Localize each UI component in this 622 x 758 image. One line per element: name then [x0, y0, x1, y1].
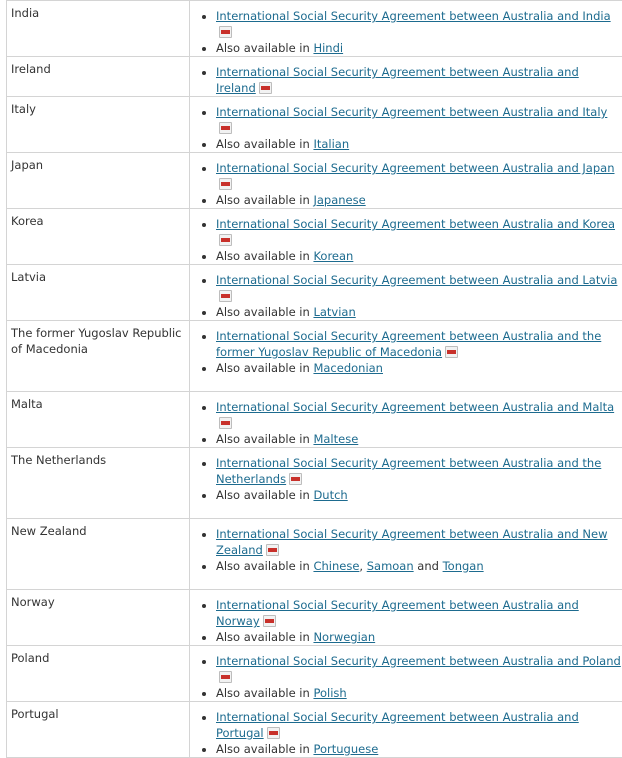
agreement-link[interactable]: International Social Security Agreement between Australia and India — [216, 9, 611, 23]
links-list — [190, 8, 621, 56]
agreement-item — [216, 328, 621, 360]
agreement-link[interactable]: International Social Security Agreement between Australia and Norway — [216, 598, 579, 628]
language-links — [313, 630, 375, 644]
country-name: Portugal — [11, 707, 59, 721]
links-cell — [190, 519, 622, 590]
pdf-file-icon — [219, 671, 232, 683]
also-available-item — [216, 629, 621, 645]
table-row — [7, 57, 622, 97]
language-links — [313, 41, 343, 55]
also-available-item — [216, 40, 621, 56]
links-list — [190, 160, 621, 208]
agreement-link[interactable]: International Social Security Agreement between Australia and Portugal — [216, 710, 579, 740]
language-links — [313, 193, 365, 207]
language-link[interactable]: Tongan — [443, 559, 484, 573]
table-row — [7, 153, 622, 209]
language-link[interactable]: Latvian — [313, 305, 355, 319]
language-links — [313, 249, 353, 263]
language-separator: , — [359, 559, 366, 573]
country-name: Ireland — [11, 62, 51, 76]
country-cell — [7, 1, 190, 57]
links-cell — [190, 590, 622, 646]
also-available-label: Also available in — [216, 488, 310, 502]
language-separator: and — [414, 559, 443, 573]
country-cell — [7, 392, 190, 448]
links-list — [190, 455, 621, 503]
agreement-item — [216, 272, 621, 304]
links-cell — [190, 97, 622, 153]
country-cell — [7, 97, 190, 153]
language-link[interactable]: Polish — [313, 686, 346, 700]
agreement-link[interactable]: International Social Security Agreement between Australia and the former Yugoslav Republic of Macedonia — [216, 329, 601, 359]
country-name: Italy — [11, 102, 36, 116]
links-list — [190, 653, 621, 701]
table-row — [7, 265, 622, 321]
language-links — [313, 742, 378, 756]
table-row — [7, 646, 622, 702]
language-links — [313, 686, 346, 700]
also-available-item — [216, 304, 621, 320]
table-row — [7, 209, 622, 265]
language-links — [313, 361, 383, 375]
also-available-label: Also available in — [216, 686, 310, 700]
also-available-label: Also available in — [216, 137, 310, 151]
language-link[interactable]: Korean — [313, 249, 353, 263]
also-available-item — [216, 741, 621, 757]
also-available-label: Also available in — [216, 193, 310, 207]
agreement-link[interactable]: International Social Security Agreement between Australia and the Netherlands — [216, 456, 601, 486]
agreement-item — [216, 709, 621, 741]
language-link[interactable]: Samoan — [367, 559, 414, 573]
agreement-item — [216, 653, 621, 685]
links-list — [190, 64, 621, 96]
language-links — [313, 488, 347, 502]
pdf-file-icon — [219, 178, 232, 190]
links-cell — [190, 321, 622, 392]
table-row — [7, 448, 622, 519]
pdf-file-icon — [445, 346, 458, 358]
links-cell — [190, 392, 622, 448]
language-link[interactable]: Portuguese — [313, 742, 378, 756]
also-available-item — [216, 431, 621, 447]
also-available-label: Also available in — [216, 249, 310, 263]
language-link[interactable]: Maltese — [313, 432, 358, 446]
country-cell — [7, 646, 190, 702]
also-available-item — [216, 248, 621, 264]
also-available-label: Also available in — [216, 361, 310, 375]
also-available-label: Also available in — [216, 41, 310, 55]
also-available-item — [216, 192, 621, 208]
agreement-link[interactable]: International Social Security Agreement between Australia and Japan — [216, 161, 614, 175]
agreement-link[interactable]: International Social Security Agreement between Australia and Italy — [216, 105, 607, 119]
country-name: New Zealand — [11, 524, 87, 538]
agreement-item — [216, 216, 621, 248]
country-cell — [7, 519, 190, 590]
table-row — [7, 519, 622, 590]
links-cell — [190, 265, 622, 321]
pdf-file-icon — [219, 417, 232, 429]
agreement-item — [216, 526, 621, 558]
agreement-link[interactable]: International Social Security Agreement between Australia and Poland — [216, 654, 621, 668]
country-name: Korea — [11, 214, 44, 228]
agreement-link[interactable]: International Social Security Agreement between Australia and Ireland — [216, 65, 579, 95]
country-cell — [7, 265, 190, 321]
agreement-link[interactable]: International Social Security Agreement between Australia and Korea — [216, 217, 615, 231]
country-cell — [7, 153, 190, 209]
pdf-file-icon — [219, 122, 232, 134]
agreement-item — [216, 8, 621, 40]
also-available-item — [216, 685, 621, 701]
country-name: India — [11, 6, 39, 20]
also-available-label: Also available in — [216, 305, 310, 319]
agreement-item — [216, 455, 621, 487]
agreement-item — [216, 399, 621, 431]
links-cell — [190, 702, 622, 758]
country-name: Poland — [11, 651, 49, 665]
language-link[interactable]: Norwegian — [313, 630, 375, 644]
also-available-label: Also available in — [216, 742, 310, 756]
country-cell — [7, 448, 190, 519]
agreement-item — [216, 160, 621, 192]
pdf-file-icon — [267, 727, 280, 739]
links-list — [190, 104, 621, 152]
agreements-table-body — [7, 1, 622, 758]
language-links — [313, 559, 483, 573]
country-cell — [7, 702, 190, 758]
table-row — [7, 1, 622, 57]
pdf-file-icon — [289, 473, 302, 485]
agreement-item — [216, 597, 621, 629]
country-name: The Netherlands — [11, 453, 106, 467]
links-cell — [190, 209, 622, 265]
country-cell — [7, 590, 190, 646]
table-row — [7, 392, 622, 448]
language-link[interactable]: Japanese — [313, 193, 365, 207]
links-cell — [190, 1, 622, 57]
pdf-file-icon — [219, 26, 232, 38]
links-cell — [190, 448, 622, 519]
country-name: Latvia — [11, 270, 46, 284]
links-cell — [190, 57, 622, 97]
agreements-table — [6, 0, 622, 758]
also-available-label: Also available in — [216, 559, 310, 573]
country-name: Norway — [11, 595, 55, 609]
language-link[interactable]: Chinese — [313, 559, 359, 573]
also-available-item — [216, 136, 621, 152]
links-list — [190, 526, 621, 574]
language-link[interactable]: Macedonian — [313, 361, 383, 375]
links-list — [190, 597, 621, 645]
agreement-link[interactable]: International Social Security Agreement between Australia and Malta — [216, 400, 614, 414]
links-list — [190, 399, 621, 447]
language-links — [313, 137, 349, 151]
links-list — [190, 272, 621, 320]
links-cell — [190, 153, 622, 209]
table-row — [7, 702, 622, 758]
country-name: Malta — [11, 397, 43, 411]
country-cell — [7, 209, 190, 265]
table-row — [7, 97, 622, 153]
pdf-file-icon — [219, 290, 232, 302]
country-cell — [7, 57, 190, 97]
links-list — [190, 709, 621, 757]
links-list — [190, 328, 621, 376]
language-link[interactable]: Dutch — [313, 488, 347, 502]
links-cell — [190, 646, 622, 702]
also-available-item — [216, 487, 621, 503]
country-name: Japan — [11, 158, 43, 172]
language-link[interactable]: Italian — [313, 137, 349, 151]
table-row — [7, 590, 622, 646]
language-links — [313, 305, 355, 319]
links-list — [190, 216, 621, 264]
agreement-item — [216, 104, 621, 136]
also-available-label: Also available in — [216, 630, 310, 644]
pdf-file-icon — [266, 544, 279, 556]
language-links — [313, 432, 358, 446]
agreement-link[interactable]: International Social Security Agreement between Australia and New Zealand — [216, 527, 608, 557]
table-row — [7, 321, 622, 392]
also-available-item — [216, 360, 621, 376]
also-available-label: Also available in — [216, 432, 310, 446]
language-link[interactable]: Hindi — [313, 41, 343, 55]
also-available-item — [216, 558, 621, 574]
agreement-item — [216, 64, 621, 96]
agreement-link[interactable]: International Social Security Agreement between Australia and Latvia — [216, 273, 617, 287]
pdf-file-icon — [263, 615, 276, 627]
country-cell — [7, 321, 190, 392]
pdf-file-icon — [219, 234, 232, 246]
pdf-file-icon — [259, 82, 272, 94]
country-name: The former Yugoslav Republic of Macedonia — [11, 326, 182, 356]
